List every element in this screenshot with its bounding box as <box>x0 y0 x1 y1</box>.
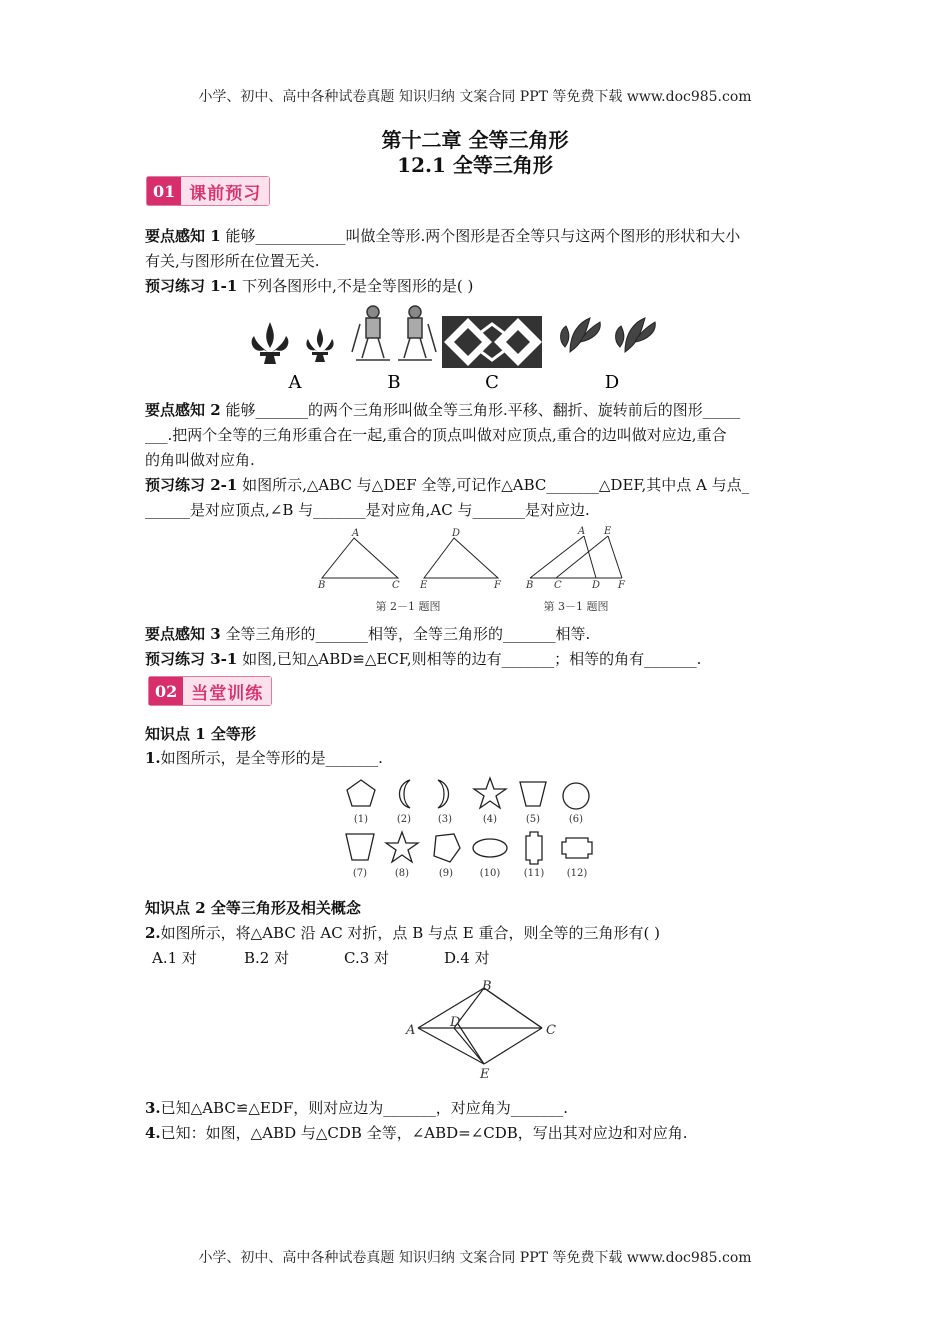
skier-figure-icon <box>352 306 436 360</box>
figure-folded-triangle <box>400 978 570 1084</box>
option-b: B.2 对 <box>244 949 290 967</box>
question-3 <box>145 1096 810 1120</box>
vertex-label: E <box>604 526 612 537</box>
trapezoid-icon <box>520 782 546 806</box>
banner-number: 02 <box>149 677 183 705</box>
key-point-text: 全等三角形的_______相等，全等三角形的_______相等. <box>220 625 591 643</box>
shape-label: (6) <box>568 814 584 825</box>
vertex-label: A <box>406 1023 416 1038</box>
figure-caption: 第 2－1 题图 <box>375 600 441 613</box>
figure-shapes <box>340 776 600 884</box>
crescent-icon <box>400 780 411 808</box>
vertex-label: D <box>592 580 601 591</box>
shape-label: (1) <box>353 814 369 825</box>
vertex-label: E <box>420 580 428 591</box>
diamond-in-square-icon <box>442 316 542 368</box>
page-footer: 小学、初中、高中各种试卷真题 知识归纳 文案合同 PPT 等免费下载 www.doc985.com <box>198 1250 752 1266</box>
question-text: 已知：如图，△ABD 与△CDB 全等，∠ABD=∠CDB，写出其对应边和对应角. <box>160 1124 688 1142</box>
circle-icon <box>563 783 589 809</box>
section-banner-preview <box>146 176 270 206</box>
practice-text: 下列各图形中,不是全等图形的是( ) <box>237 277 474 295</box>
shape-label: (12) <box>566 868 588 879</box>
shape-label: (5) <box>525 814 541 825</box>
vertex-label: B <box>318 580 326 591</box>
key-point-2-cont2: 的角叫做对应角. <box>145 451 255 469</box>
practice-text: 如图所示,△ABC 与△DEF 全等,可记作△ABC_______△DEF,其中点 A 与点_ <box>237 476 750 494</box>
shape-label: (2) <box>396 814 412 825</box>
question-4 <box>145 1121 810 1145</box>
vertex-label: B <box>482 979 492 994</box>
vertex-label: D <box>452 528 461 539</box>
figure-congruent-options <box>240 302 665 394</box>
question-number: 2. <box>145 924 161 942</box>
question-text: 已知△ABC≌△EDF，则对应边为_______，对应角为_______. <box>160 1099 569 1117</box>
option-label: D <box>604 372 620 393</box>
vertex-label: A <box>352 528 360 539</box>
figure-caption: 第 3－1 题图 <box>543 600 609 613</box>
question-text: 如图所示，是全等形的是_______. <box>160 749 383 767</box>
practice-3-1 <box>145 647 810 671</box>
shape-label: (7) <box>352 868 368 879</box>
shape-label: (4) <box>482 814 498 825</box>
key-point-1 <box>145 224 810 248</box>
option-label: A <box>288 372 302 393</box>
notched-rectangle-icon <box>562 838 592 858</box>
vertex-label: F <box>494 580 501 591</box>
cross-shape-icon <box>526 832 542 864</box>
vertex-label: C <box>546 1023 556 1038</box>
triangle-def <box>424 538 498 578</box>
question-number: 3. <box>145 1099 161 1117</box>
banner-number: 01 <box>147 177 181 205</box>
practice-label: 预习练习 3-1 <box>145 650 238 668</box>
key-point-label: 要点感知 2 <box>145 401 221 419</box>
ellipse-icon <box>473 839 507 857</box>
shape-label: (3) <box>437 814 453 825</box>
option-c: C.3 对 <box>344 949 390 967</box>
practice-2-1 <box>145 473 810 497</box>
crescent-icon <box>438 780 449 808</box>
star-icon <box>474 778 506 808</box>
knowledge-point-1: 知识点 1 全等形 <box>145 725 256 743</box>
vertex-label: B <box>526 580 534 591</box>
fleur-de-lis-icon <box>252 322 334 364</box>
question-number: 4. <box>145 1124 161 1142</box>
vertex-label: E <box>480 1067 490 1082</box>
section-title: 12.1 全等三角形 <box>397 153 553 177</box>
key-point-label: 要点感知 1 <box>145 227 221 245</box>
vertex-label: F <box>618 580 625 591</box>
question-text: 如图所示，将△ABC 沿 AC 对折，点 B 与点 E 重合，则全等的三角形有( ) <box>160 924 660 942</box>
option-label: B <box>387 372 401 393</box>
key-point-2 <box>145 398 810 422</box>
practice-text: 如图,已知△ABD≌△ECF,则相等的边有_______；相等的角有_______. <box>237 650 702 668</box>
vertex-label: A <box>578 526 586 537</box>
shape-label: (10) <box>479 868 501 879</box>
key-point-3 <box>145 622 810 646</box>
leaf-sprig-icon <box>561 318 656 352</box>
banner-label: 课前预习 <box>181 177 269 205</box>
shape-label: (9) <box>438 868 454 879</box>
section-banner-training <box>148 676 272 706</box>
question-number: 1. <box>145 749 161 767</box>
key-point-2-cont: ___.把两个全等的三角形重合在一起,重合的顶点叫做对应顶点,重合的边叫做对应边,重合 <box>145 426 727 444</box>
question-2-options <box>152 946 504 970</box>
pentagon-icon <box>434 834 460 862</box>
page-header: 小学、初中、高中各种试卷真题 知识归纳 文案合同 PPT 等免费下载 www.doc985.com <box>198 89 752 105</box>
practice-1-1 <box>145 274 810 298</box>
option-d: D.4 对 <box>444 949 490 967</box>
practice-label: 预习练习 1-1 <box>145 277 238 295</box>
option-label: C <box>485 372 499 393</box>
option-a: A.1 对 <box>152 949 197 967</box>
knowledge-point-2: 知识点 2 全等三角形及相关概念 <box>145 899 361 917</box>
vertex-label: C <box>392 580 400 591</box>
question-1 <box>145 746 810 770</box>
chapter-title: 第十二章 全等三角形 <box>381 128 569 152</box>
practice-label: 预习练习 2-1 <box>145 476 238 494</box>
practice-2-1-cont: ______是对应顶点,∠B 与_______是对应角,AC 与_______是对应边. <box>145 501 590 519</box>
question-2 <box>145 921 810 945</box>
figure-triangles-2-3 <box>312 524 632 618</box>
key-point-text: 能够____________叫做全等形.两个图形是否全等只与这两个图形的形状和大小 <box>220 227 741 245</box>
key-point-1-cont: 有关,与图形所在位置无关. <box>145 252 320 270</box>
trapezoid-icon <box>346 834 374 860</box>
vertex-label: D <box>450 1015 461 1030</box>
shape-label: (8) <box>394 868 410 879</box>
key-point-text: 能够_______的两个三角形叫做全等三角形.平移、翻折、旋转前后的图形_____ <box>220 401 741 419</box>
star-icon <box>386 832 418 862</box>
banner-label: 当堂训练 <box>183 677 271 705</box>
pentagon-icon <box>347 780 375 806</box>
shape-label: (11) <box>523 868 545 879</box>
overlapping-triangles <box>530 536 622 578</box>
vertex-label: C <box>554 580 562 591</box>
triangle-abc <box>322 538 398 578</box>
key-point-label: 要点感知 3 <box>145 625 221 643</box>
